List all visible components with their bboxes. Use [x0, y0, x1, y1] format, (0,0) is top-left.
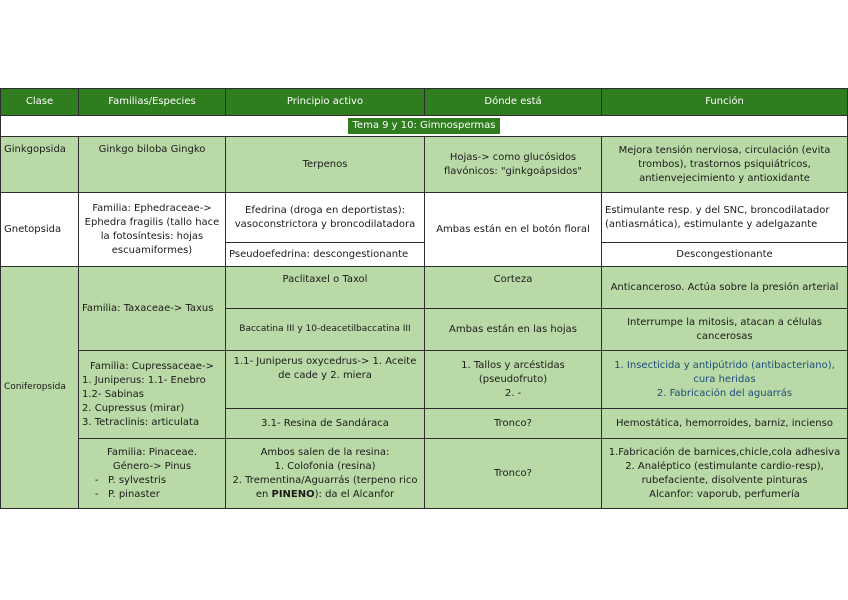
principio-text: ): da el Alcanfor	[314, 488, 395, 500]
familia-cell	[79, 351, 226, 439]
header-row	[1, 89, 848, 116]
familia-line: Familia: Cupressaceae->	[90, 360, 214, 372]
donde-line: 2. -	[504, 387, 522, 399]
table-row	[1, 351, 848, 409]
species-list	[82, 474, 222, 502]
familia-line: Familia: Pinaceae.	[107, 446, 197, 458]
pineno-term: PINENO	[271, 488, 315, 500]
donde-cell: Ambas están en las hojas	[425, 309, 602, 351]
principio-cell: Terpenos	[226, 137, 425, 193]
funcion-cell: Interrumpe la mitosis, atacan a células cancerosas	[602, 309, 848, 351]
principio-line: 1. Colofonia (resina)	[274, 460, 376, 472]
donde-cell: Hojas-> como glucósidos flavónicos: "ginkgoápsidos"	[425, 137, 602, 193]
principio-cell	[226, 439, 425, 509]
table-row	[1, 267, 848, 309]
section-banner: Tema 9 y 10: Gimnospermas	[348, 118, 501, 134]
familia-cell: Ginkgo biloba Gingko	[79, 137, 226, 193]
table-row	[1, 137, 848, 193]
funcion-cell	[602, 439, 848, 509]
funcion-line: Alcanfor: vaporub, perfumería	[649, 488, 800, 500]
section-banner-row	[1, 116, 848, 137]
table-row	[1, 193, 848, 243]
principio-cell: Efedrina (droga en deportistas): vasoconstrictora y broncodilatadora	[226, 193, 425, 243]
donde-cell: Corteza	[425, 267, 602, 309]
familia-line: 3. Tetraclinis: articulata	[82, 416, 200, 428]
clase-cell: Gnetopsida	[1, 193, 79, 267]
header-funcion: Función	[602, 89, 848, 116]
familia-line: Género-> Pinus	[112, 460, 192, 472]
principio-cell: Pseudoefedrina: descongestionante	[226, 243, 425, 267]
funcion-line: 2. Fabricación del aguarrás	[656, 387, 793, 399]
donde-cell: Tronco?	[425, 409, 602, 439]
principio-line	[229, 474, 421, 502]
familia-cell	[79, 439, 226, 509]
funcion-cell: Anticanceroso. Actúa sobre la presión arterial	[602, 267, 848, 309]
header-principio: Principio activo	[226, 89, 425, 116]
principio-cell: Paclitaxel o Taxol	[226, 267, 425, 309]
principio-text: 2. Trementina/Aguarrás (terpeno rico en	[232, 474, 418, 500]
funcion-cell: Estimulante resp. y del SNC, broncodilatador (antiasmática), estimulante y adelgazante	[602, 193, 848, 243]
funcion-line: 2. Analéptico (estimulante cardio-resp), rubefaciente, disolvente pinturas	[625, 460, 824, 486]
funcion-line: 1. Insecticida y antipútrido (antibacteriano), cura heridas	[614, 359, 835, 385]
familia-cell: Familia: Taxaceae-> Taxus	[79, 267, 226, 351]
principio-cell: Baccatina III y 10-deacetilbaccatina III	[226, 309, 425, 351]
funcion-cell: Descongestionante	[602, 243, 848, 267]
clase-cell: Ginkgopsida	[1, 137, 79, 193]
gymnosperm-table	[0, 88, 848, 509]
donde-cell: Ambas están en el botón floral	[425, 193, 602, 267]
clase-cell: Coniferopsida	[1, 267, 79, 509]
donde-cell: Tronco?	[425, 439, 602, 509]
familia-line: 1. Juniperus: 1.1- Enebro	[82, 374, 206, 386]
header-donde: Dónde está	[425, 89, 602, 116]
familia-line: 1.2- Sabinas	[82, 388, 144, 400]
principio-cell: 1.1- Juniperus oxycedrus-> 1. Aceite de cade y 2. miera	[226, 351, 425, 409]
list-item: - P. sylvestris	[108, 474, 222, 488]
donde-cell	[425, 351, 602, 409]
principio-line: Ambos salen de la resina:	[260, 446, 390, 458]
funcion-line: 1.Fabricación de barnices,chicle,cola adhesiva	[608, 446, 841, 458]
table-row	[1, 439, 848, 509]
donde-line: 1. Tallos y arcéstidas (pseudofruto)	[461, 359, 565, 385]
list-item: - P. pinaster	[108, 488, 222, 502]
familia-cell: Familia: Ephedraceae-> Ephedra fragilis (tallo hace la fotosíntesis: hojas escuamiformes)	[79, 193, 226, 267]
principio-cell: 3.1- Resina de Sandáraca	[226, 409, 425, 439]
funcion-cell: Hemostática, hemorroides, barniz, incienso	[602, 409, 848, 439]
header-clase: Clase	[1, 89, 79, 116]
familia-line: 2. Cupressus (mirar)	[82, 402, 185, 414]
funcion-cell: Mejora tensión nerviosa, circulación (evita trombos), trastornos psiquiátricos, antienvejecimiento y antioxidante	[602, 137, 848, 193]
header-familias: Familias/Especies	[79, 89, 226, 116]
funcion-cell	[602, 351, 848, 409]
